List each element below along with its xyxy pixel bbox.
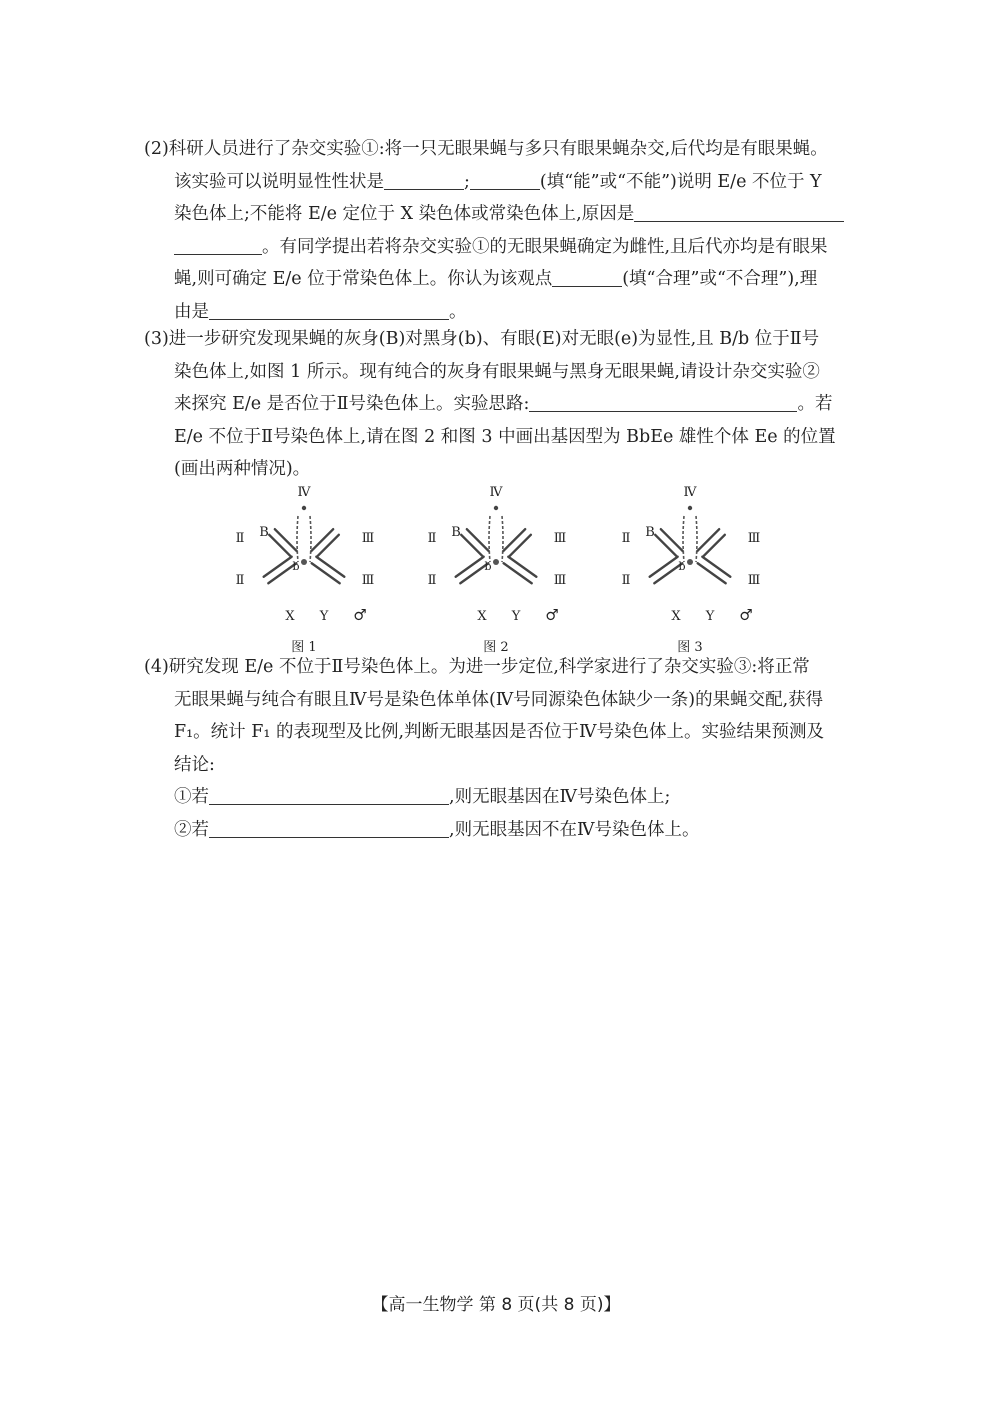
chromosome-iii-lower-a <box>698 563 726 583</box>
label-gene-B: B <box>645 525 655 540</box>
chromosome-ii-upper-a <box>467 529 489 551</box>
label-chromosome-x: X <box>671 609 681 624</box>
q3-paragraph <box>144 323 888 486</box>
label-chromosome-x: X <box>477 609 487 624</box>
q2-line-2-tail: (填“能”或“不能”)说明 E/e 不位于 Y <box>539 171 822 192</box>
chromosome-x <box>297 516 298 562</box>
chromosome-iii-upper-b <box>697 529 719 551</box>
q4-option-1-tail: ,则无眼基因在Ⅳ号染色体上; <box>449 787 671 808</box>
chromosome-diagram-2 <box>416 484 576 634</box>
chromosome-iii-lower-a <box>504 563 532 583</box>
q3-line-2: 染色体上,如图 1 所示。现有纯合的灰身有眼果蝇与黑身无眼果蝇,请设计杂交实验② <box>174 361 820 382</box>
q3-line-4: E/e 不位于Ⅱ号染色体上,请在图 2 和图 3 中画出基因型为 BbEe 雄性个体 Ee 的位置 <box>174 426 836 447</box>
q4-paragraph <box>144 651 888 847</box>
q3-line-5: (画出两种情况)。 <box>174 459 311 480</box>
label-gene-b: b <box>292 560 300 573</box>
chromosome-iii-upper-a <box>509 535 531 557</box>
label-chromosome-y: Y <box>319 609 329 624</box>
q2-line-6-tail: 。 <box>449 301 467 322</box>
chromosome-diagram-3 <box>610 484 770 634</box>
label-chromosome-iii-lower: Ⅲ <box>553 573 567 588</box>
chromosome-ii-lower-a <box>650 557 678 577</box>
q2-semicolon: ; <box>464 171 470 192</box>
label-chromosome-iv: Ⅳ <box>297 485 311 500</box>
answer-blank-result-1[interactable] <box>209 782 449 805</box>
label-chromosome-iii-upper: Ⅲ <box>553 531 567 546</box>
q2-line-6-text: 由是 <box>174 301 209 322</box>
q3-line-3-tail: 。若 <box>797 394 833 415</box>
chromosome-iii-upper-b <box>503 529 525 551</box>
q3-line-3-text: 来探究 E/e 是否位于Ⅱ号染色体上。实验思路: <box>174 394 530 415</box>
answer-blank-reasonable[interactable] <box>552 264 622 287</box>
label-chromosome-ii-lower: Ⅱ <box>235 573 245 588</box>
chromosome-ii-upper-b <box>269 535 291 557</box>
answer-blank-result-2[interactable] <box>209 815 449 838</box>
answer-blank-can-or-cannot[interactable] <box>470 167 540 190</box>
chromosome-ii-lower-a <box>456 557 484 577</box>
label-chromosome-iii-lower: Ⅲ <box>747 573 761 588</box>
figure-1 <box>224 484 384 656</box>
chromosome-iii-upper-a <box>703 535 725 557</box>
chromosome-diagram-1 <box>224 484 384 634</box>
centromere <box>301 559 307 565</box>
q3-line-1: (3)进一步研究发现果蝇的灰身(B)对黑身(b)、有眼(E)对无眼(e)为显性,且 B/b 位于Ⅱ号 <box>144 329 820 349</box>
chromosome-x <box>683 516 684 562</box>
chromosome-iii-upper-a <box>317 535 339 557</box>
q2-line-4-text: 。有同学提出若将杂交实验①的无眼果蝇确定为雌性,且后代亦均是有眼果 <box>262 236 828 257</box>
q4-line-3: F₁。统计 F₁ 的表现型及比例,判断无眼基因是否位于Ⅳ号染色体上。实验结果预测及 <box>174 722 824 743</box>
chromosome-ii-lower-a <box>264 557 292 577</box>
label-chromosome-iii-upper: Ⅲ <box>361 531 375 546</box>
chromosome-iii-lower-b <box>702 557 730 577</box>
question-4 <box>144 651 888 847</box>
chromosome-y <box>502 516 503 562</box>
chromosome-iii-lower-b <box>508 557 536 577</box>
label-chromosome-iii-upper: Ⅲ <box>747 531 761 546</box>
chromosome-iii-upper-b <box>311 529 333 551</box>
label-chromosome-y: Y <box>511 609 521 624</box>
answer-blank-justification[interactable] <box>209 297 449 320</box>
chromosome-iv-dot <box>302 506 306 510</box>
q4-option-2-label: ②若 <box>174 819 209 840</box>
chromosome-ii-upper-b <box>461 535 483 557</box>
question-2 <box>144 133 888 329</box>
q2-line-5-tail: (填“合理”或“不合理”),理 <box>622 269 818 290</box>
label-gene-b: b <box>484 560 492 573</box>
figure-3[interactable] <box>610 484 770 656</box>
chromosome-iv-dot <box>494 506 498 510</box>
q4-option-2-tail: ,则无眼基因不在Ⅳ号染色体上。 <box>449 819 700 840</box>
figure-caption-3: 图 3 <box>677 640 703 655</box>
figure-caption-2: 图 2 <box>483 640 509 655</box>
label-gene-B: B <box>259 525 269 540</box>
label-chromosome-ii-upper: Ⅱ <box>427 531 437 546</box>
male-symbol-icon: ♂ <box>353 606 367 624</box>
answer-blank-dominant-trait[interactable] <box>384 167 464 190</box>
q4-line-1: (4)研究发现 E/e 不位于Ⅱ号染色体上。为进一步定位,科学家进行了杂交实验③:将正常 <box>144 657 810 677</box>
chromosome-iii-lower-b <box>316 557 344 577</box>
q4-option-1-label: ①若 <box>174 787 209 808</box>
centromere <box>493 559 499 565</box>
label-gene-B: B <box>451 525 461 540</box>
q4-line-2: 无眼果蝇与纯合有眼且Ⅳ号是染色体单体(Ⅳ号同源染色体缺少一条)的果蝇交配,获得 <box>174 689 824 710</box>
q2-line-1: (2)科研人员进行了杂交实验①:将一只无眼果蝇与多只有眼果蝇杂交,后代均是有眼果蝇。 <box>144 139 828 159</box>
chromosome-ii-upper-a <box>661 529 683 551</box>
label-chromosome-x: X <box>285 609 295 624</box>
answer-blank-reason-cont[interactable] <box>174 232 262 255</box>
male-symbol-icon: ♂ <box>545 606 559 624</box>
label-chromosome-ii-lower: Ⅱ <box>427 573 437 588</box>
answer-blank-experiment-idea[interactable] <box>529 389 797 412</box>
chromosome-ii-upper-b <box>655 535 677 557</box>
centromere <box>687 559 693 565</box>
figure-2[interactable] <box>416 484 576 656</box>
label-chromosome-ii-lower: Ⅱ <box>621 573 631 588</box>
figure-caption-1: 图 1 <box>291 640 317 655</box>
q2-paragraph <box>144 133 888 329</box>
q2-line-2-text: 该实验可以说明显性性状是 <box>174 171 384 192</box>
chromosome-figures <box>0 484 992 664</box>
page-footer: 【高一生物学 第 8 页(共 8 页)】 <box>371 1295 621 1315</box>
chromosome-iii-lower-a <box>312 563 340 583</box>
label-chromosome-ii-upper: Ⅱ <box>621 531 631 546</box>
label-chromosome-y: Y <box>705 609 715 624</box>
label-chromosome-ii-upper: Ⅱ <box>235 531 245 546</box>
q2-line-5-text: 蝇,则可确定 E/e 位于常染色体上。你认为该观点 <box>174 269 553 290</box>
male-symbol-icon: ♂ <box>739 606 753 624</box>
chromosome-x <box>489 516 490 562</box>
chromosome-y <box>696 516 697 562</box>
q2-line-3-text: 染色体上;不能将 E/e 定位于 X 染色体或常染色体上,原因是 <box>174 204 635 225</box>
chromosome-ii-upper-a <box>275 529 297 551</box>
chromosome-iv-dot <box>688 506 692 510</box>
chromosome-y <box>310 516 311 562</box>
label-chromosome-iii-lower: Ⅲ <box>361 573 375 588</box>
label-chromosome-iv: Ⅳ <box>489 485 503 500</box>
label-chromosome-iv: Ⅳ <box>683 485 697 500</box>
question-3 <box>144 323 888 486</box>
label-gene-b: b <box>678 560 686 573</box>
answer-blank-reason[interactable] <box>634 199 844 222</box>
q4-line-4: 结论: <box>174 754 215 775</box>
